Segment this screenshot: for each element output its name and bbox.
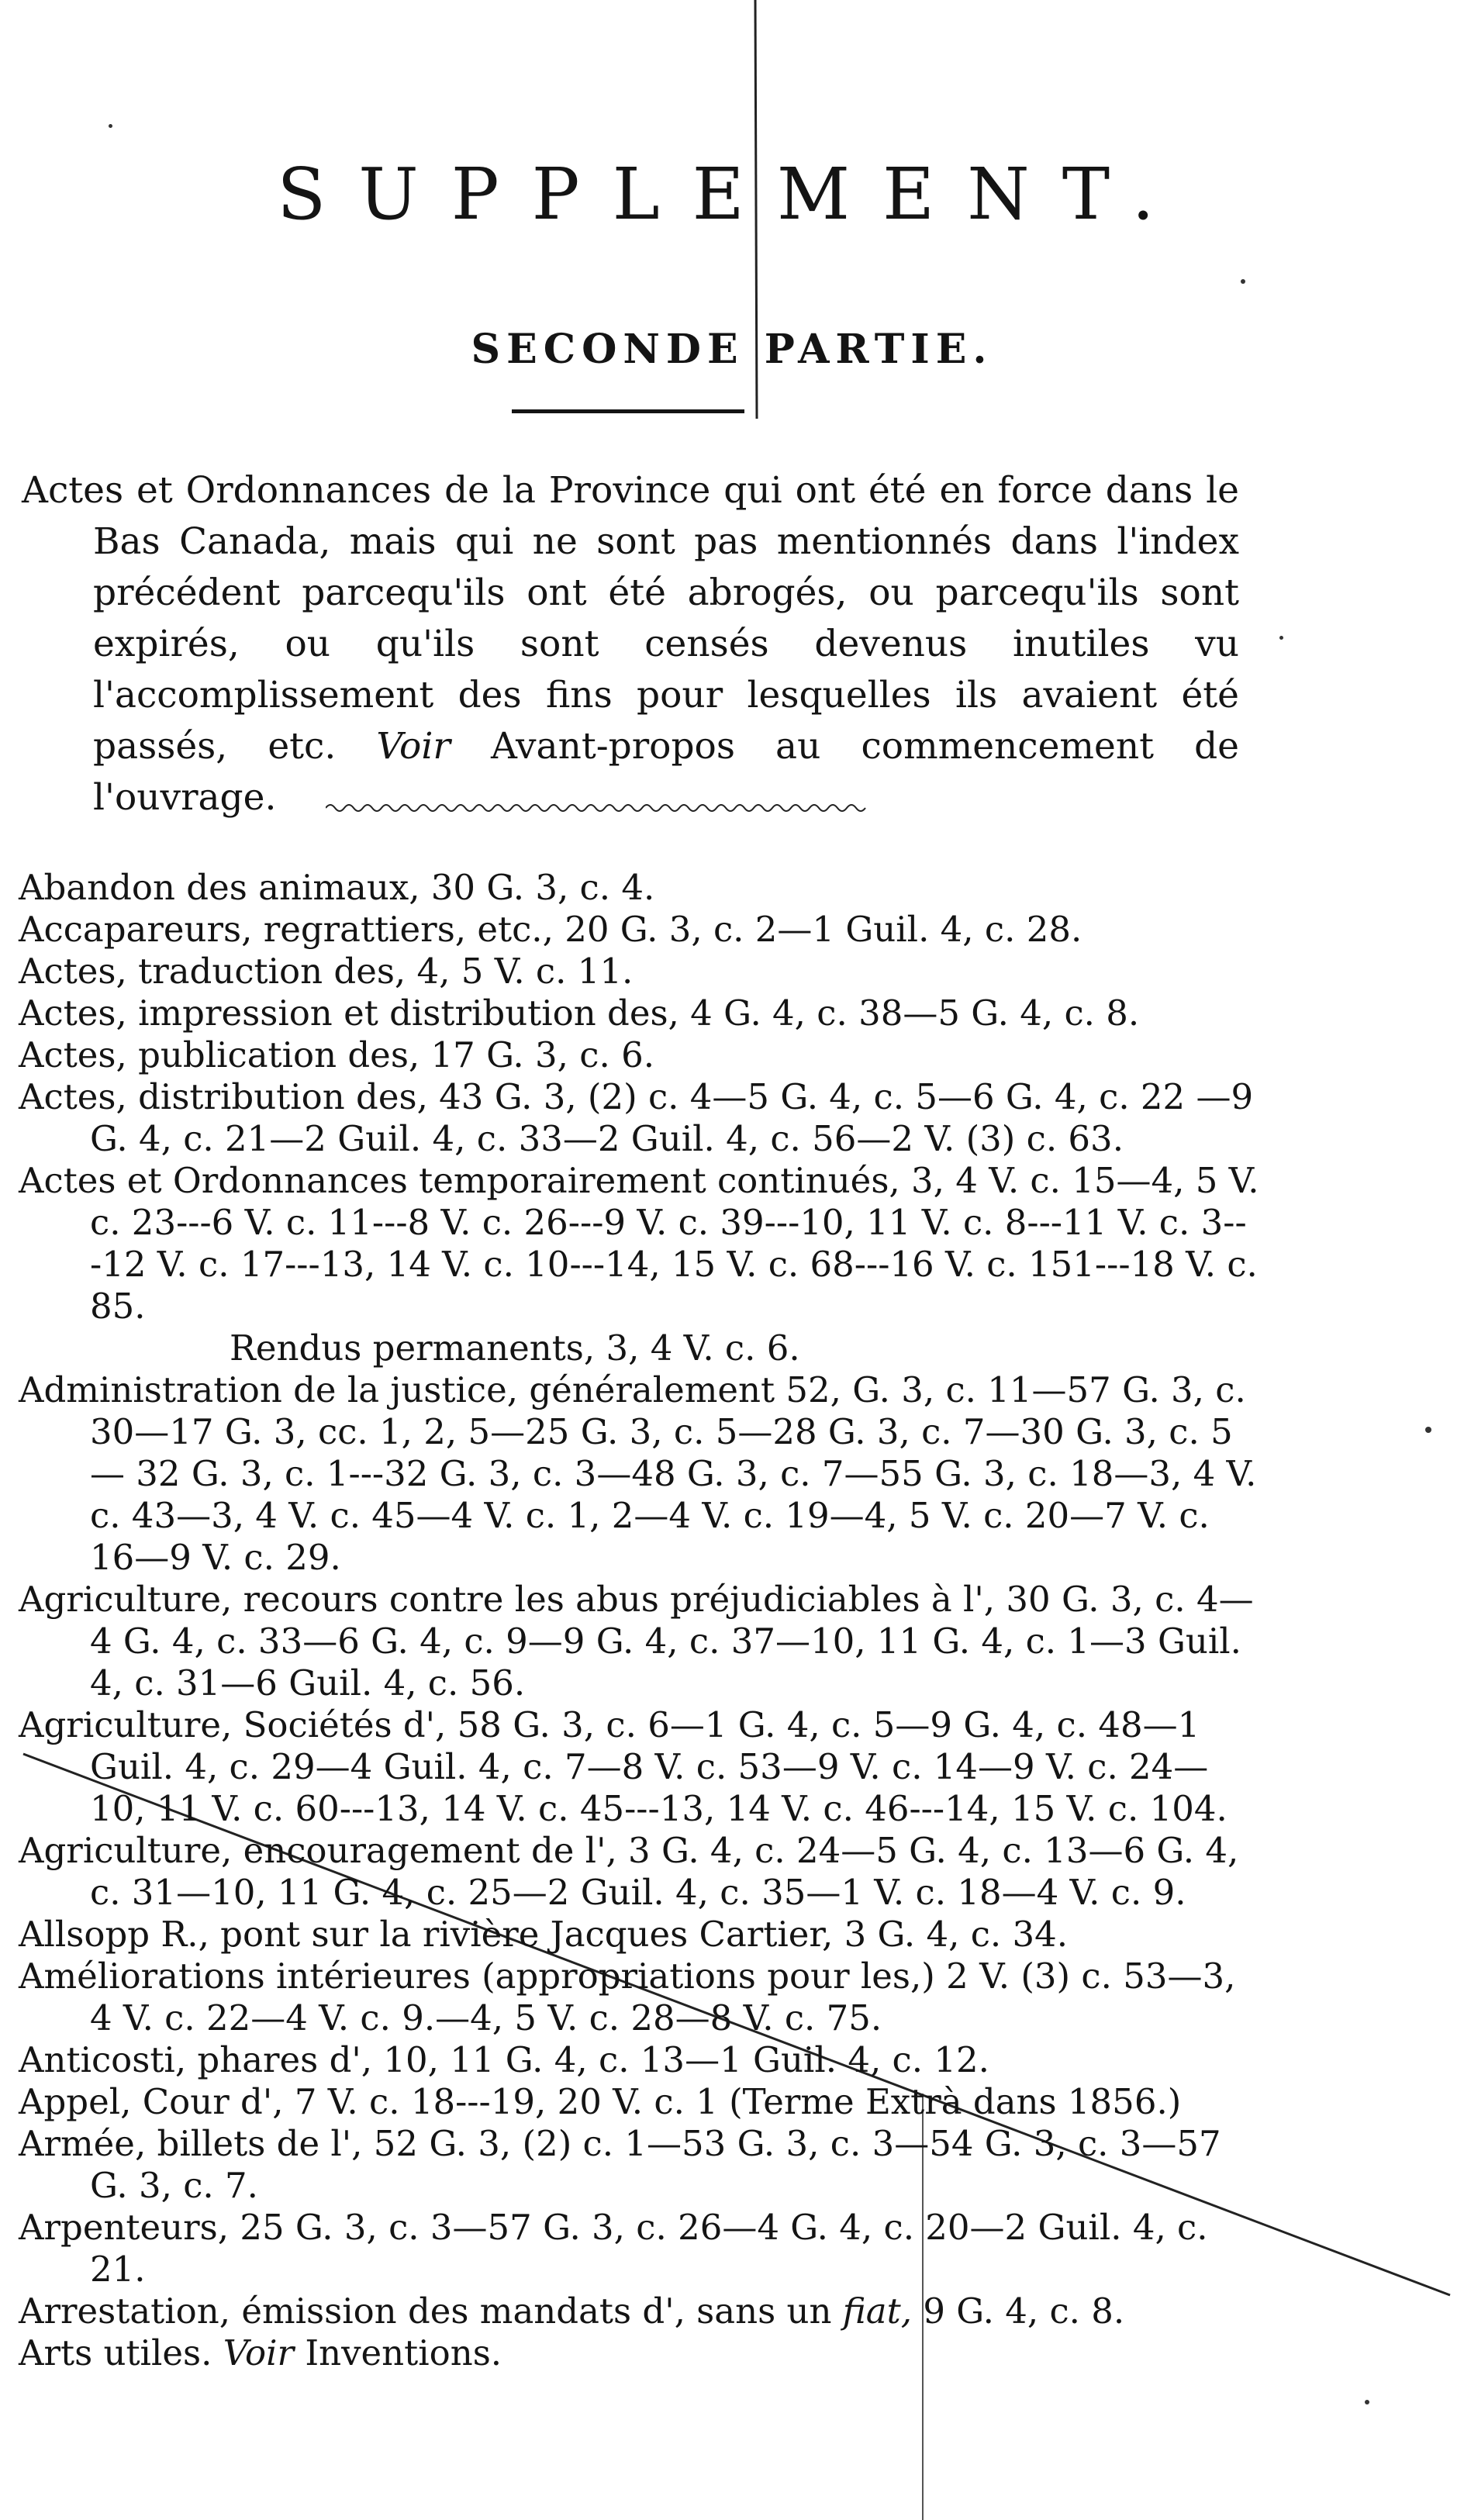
index-entry: Agriculture, encouragement de l', 3 G. 4, c. 24—5 G. 4, c. 13—6 G. 4, c. 31—10, 11 G. 4, c. 25—2 Guil. 4, c. 35—1 V. c. 18—4 V. c. 9.	[19, 1830, 1239, 1913]
index-entry: Allsopp R., pont sur la rivière Jacques Cartier, 3 G. 4, c. 34.	[19, 1914, 1069, 1955]
index-entry: Actes, impression et distribution des, 4 G. 4, c. 38—5 G. 4, c. 8.	[19, 992, 1140, 1034]
index-entry: Appel, Cour d', 7 V. c. 18---19, 20 V. c. 1 (Terme Extrà dans 1856.)	[19, 2081, 1182, 2122]
scan-speck	[1241, 279, 1245, 284]
index-entries	[19, 867, 1259, 2374]
intro-text: Actes et Ordonnances de la Province qui ont été en force dans le Bas Canada, mais qui ne sont pas mentionnés dans l'index précédent parcequ'ils ont été abrogés, ou parcequ'ils sont expirés, ou qu'ils sont censés devenus inutiles vu l'accomplissement des fins pour lesquelles ils avaient été passés, etc.	[22, 469, 1239, 768]
index-entry: Agriculture, Sociétés d', 58 G. 3, c. 6—1 G. 4, c. 5—9 G. 4, c. 48—1 Guil. 4, c. 29—4 Guil. 4, c. 7—8 V. c. 53—9 V. c. 14—9 V. c. 24—10, 11 V. c. 60---13, 14 V. c. 45---13, 14 V. c. 46---14, 15 V. c. 104.	[19, 1704, 1227, 1829]
section-subtitle: SECONDE PARTIE.	[471, 326, 993, 373]
index-entry: Anticosti, phares d', 10, 11 G. 4, c. 13—1 Guil. 4, c. 12.	[19, 2039, 989, 2080]
scan-speck	[109, 124, 112, 128]
index-entry: Agriculture, recours contre les abus préjudiciables à l', 30 G. 3, c. 4—4 G. 4, c. 33—6 G. 4, c. 9—9 G. 4, c. 37—10, 11 G. 4, c. 1—3 Guil. 4, c. 31—6 Guil. 4, c. 56.	[19, 1579, 1254, 1704]
index-entry: Administration de la justice, généralement 52, G. 3, c. 11—57 G. 3, c. 30—17 G. 3, cc. 1, 2, 5—25 G. 3, c. 5—28 G. 3, c. 7—30 G. 3, c. 5— 32 G. 3, c. 1---32 G. 3, c. 3—48 G. 3, c. 7—55 G. 3, c. 18—3, 4 V. c. 43—3, 4 V. c. 45—4 V. c. 1, 2—4 V. c. 19—4, 5 V. c. 20—7 V. c. 16—9 V. c. 29.	[19, 1369, 1257, 1578]
index-entry: Actes, traduction des, 4, 5 V. c. 11.	[19, 951, 634, 992]
ornamental-divider	[326, 799, 868, 817]
scan-speck	[1279, 636, 1283, 640]
index-entry: Accapareurs, regrattiers, etc., 20 G. 3, c. 2—1 Guil. 4, c. 28.	[19, 909, 1082, 950]
index-entry: Actes, publication des, 17 G. 3, c. 6.	[19, 1034, 655, 1075]
index-entry: Améliorations intérieures (appropriations pour les,) 2 V. (3) c. 53—3, 4 V. c. 22—4 V. c. 9.—4, 5 V. c. 28—8 V. c. 75.	[19, 1956, 1236, 2038]
page-title: SUPPLEMENT.	[277, 153, 1187, 236]
intro-tail: Avant-propos au commencement de l'ouvrage.	[93, 725, 1239, 819]
index-entry: Actes et Ordonnances temporairement continués, 3, 4 V. c. 15—4, 5 V. c. 23---6 V. c. 11---8 V. c. 26---9 V. c. 39---10, 11 V. c. 8---11 V. c. 3---12 V. c. 17---13, 14 V. c. 10---14, 15 V. c. 68---16 V. c. 151---18 V. c. 85. Rendus permanents, 3, 4 V. c. 6.	[19, 1160, 1259, 1369]
title-rule	[512, 409, 744, 413]
index-entry: Arrestation, émission des mandats d', sans un fiat, 9 G. 4, c. 8.	[19, 2290, 1125, 2332]
index-subentry: Rendus permanents, 3, 4 V. c. 6.	[230, 1327, 800, 1369]
scan-speck	[1425, 1427, 1431, 1433]
index-entry: Abandon des animaux, 30 G. 3, c. 4.	[19, 867, 655, 908]
scan-speck	[1365, 2400, 1369, 2404]
index-entry: Arts utiles. Voir Inventions.	[19, 2332, 502, 2373]
intro-paragraph	[22, 465, 1239, 823]
index-entry: Actes, distribution des, 43 G. 3, (2) c. 4—5 G. 4, c. 5—6 G. 4, c. 22 —9 G. 4, c. 21—2 Guil. 4, c. 33—2 Guil. 4, c. 56—2 V. (3) c. 63.	[19, 1076, 1254, 1159]
intro-voir: Voir	[376, 725, 451, 768]
index-entry: Arpenteurs, 25 G. 3, c. 3—57 G. 3, c. 26—4 G. 4, c. 20—2 Guil. 4, c. 21.	[19, 2207, 1208, 2290]
index-entry: Armée, billets de l', 52 G. 3, (2) c. 1—53 G. 3, c. 3—54 G. 3, c. 3—57 G. 3, c. 7.	[19, 2123, 1221, 2206]
